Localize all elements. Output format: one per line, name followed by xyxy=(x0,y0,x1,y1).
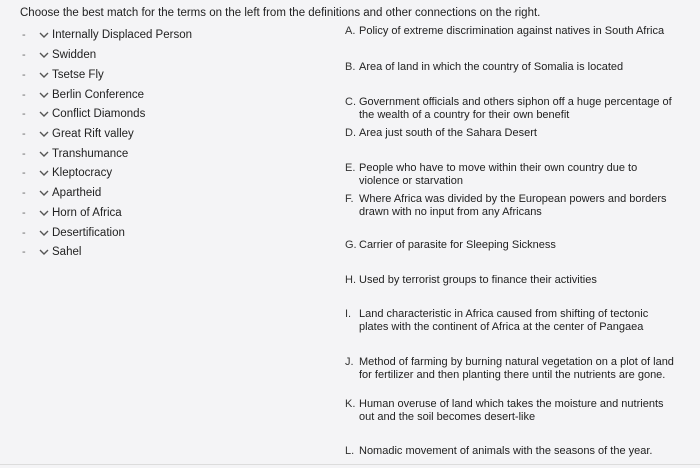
dash-marker: - xyxy=(22,128,26,140)
term-row-10 xyxy=(22,204,124,222)
dash-marker: - xyxy=(22,246,26,258)
definition-letter: L. xyxy=(345,445,355,457)
definition-letter: C. xyxy=(345,96,356,108)
term-row-1 xyxy=(22,26,194,44)
term-label: Sahel xyxy=(52,246,82,258)
term-label: Tsetse Fly xyxy=(52,69,104,81)
chevron-down-icon[interactable] xyxy=(38,168,50,178)
term-dropdown-10[interactable] xyxy=(36,207,124,219)
definition-text: Land characteristic in Africa caused from shifting of tectonic plates with the continent of Africa at the center of Pangaea xyxy=(359,308,649,333)
definition-text: Policy of extreme discrimination against natives in South Africa xyxy=(359,25,665,37)
term-label: Internally Displaced Person xyxy=(52,29,192,41)
definition-letter: D. xyxy=(345,127,356,139)
chevron-down-icon[interactable] xyxy=(38,129,50,139)
definition-f xyxy=(345,193,674,219)
definition-letter: H. xyxy=(345,274,356,286)
term-dropdown-1[interactable] xyxy=(36,29,194,41)
term-dropdown-3[interactable] xyxy=(36,69,106,81)
definition-b xyxy=(345,61,674,74)
definition-text: Nomadic movement of animals with the seasons of the year. xyxy=(359,445,653,457)
term-row-6 xyxy=(22,125,136,143)
dash-marker: - xyxy=(22,89,26,101)
term-row-12 xyxy=(22,243,83,261)
term-label: Berlin Conference xyxy=(52,89,145,101)
definition-letter: K. xyxy=(345,398,356,410)
term-row-9 xyxy=(22,184,103,202)
definition-text: Government officials and others siphon off a huge percentage of the wealth of a country for their own benefit xyxy=(359,96,672,121)
dash-marker: - xyxy=(22,207,26,219)
dash-marker: - xyxy=(22,29,26,41)
chevron-down-icon[interactable] xyxy=(38,247,50,257)
dash-marker: - xyxy=(22,227,26,239)
definition-text: Area of land in which the country of Somalia is located xyxy=(359,61,624,73)
definition-k xyxy=(345,398,674,424)
term-dropdown-8[interactable] xyxy=(36,167,114,179)
definition-l xyxy=(345,445,674,458)
question-prompt: Choose the best match for the terms on the left from the definitions and other connections on the right. xyxy=(20,7,541,19)
term-dropdown-12[interactable] xyxy=(36,246,83,258)
chevron-down-icon[interactable] xyxy=(38,30,50,40)
definition-letter: B. xyxy=(345,61,356,73)
chevron-down-icon[interactable] xyxy=(38,50,50,60)
definition-text: Used by terrorist groups to finance their activities xyxy=(359,274,597,286)
term-row-3 xyxy=(22,66,106,84)
term-dropdown-6[interactable] xyxy=(36,128,136,140)
definition-d xyxy=(345,127,674,140)
dash-marker: - xyxy=(22,148,26,160)
definition-a xyxy=(345,25,674,38)
term-label: Great Rift valley xyxy=(52,128,134,140)
term-row-5 xyxy=(22,105,147,123)
term-row-4 xyxy=(22,86,146,104)
definition-letter: J. xyxy=(345,356,354,368)
chevron-down-icon[interactable] xyxy=(38,188,50,198)
term-label: Transhumance xyxy=(52,148,129,160)
term-row-2 xyxy=(22,46,98,64)
chevron-down-icon[interactable] xyxy=(38,208,50,218)
definition-i xyxy=(345,308,674,334)
dash-marker: - xyxy=(22,187,26,199)
term-label: Kleptocracy xyxy=(52,167,113,179)
chevron-down-icon[interactable] xyxy=(38,109,50,119)
definition-letter: G. xyxy=(345,239,357,251)
definition-e xyxy=(345,162,674,188)
dash-marker: - xyxy=(22,167,26,179)
definition-text: Method of farming by burning natural vegetation on a plot of land for fertilizer and then planting there until the nutrients are gone. xyxy=(359,356,674,381)
term-dropdown-9[interactable] xyxy=(36,187,103,199)
chevron-down-icon[interactable] xyxy=(38,90,50,100)
term-label: Apartheid xyxy=(52,187,102,199)
definition-text: People who have to move within their own country due to violence or starvation xyxy=(359,162,638,187)
chevron-down-icon[interactable] xyxy=(38,228,50,238)
term-row-7 xyxy=(22,145,130,163)
term-dropdown-11[interactable] xyxy=(36,227,127,239)
term-label: Desertification xyxy=(52,227,125,239)
definition-letter: A. xyxy=(345,25,356,37)
definition-letter: F. xyxy=(345,193,354,205)
term-label: Conflict Diamonds xyxy=(52,108,146,120)
definition-letter: E. xyxy=(345,162,356,174)
definition-text: Human overuse of land which takes the moisture and nutrients out and the soil becomes desert-like xyxy=(359,398,664,423)
chevron-down-icon[interactable] xyxy=(38,70,50,80)
dash-marker: - xyxy=(22,69,26,81)
term-dropdown-7[interactable] xyxy=(36,148,130,160)
definition-h xyxy=(345,274,674,287)
term-label: Swidden xyxy=(52,49,97,61)
term-dropdown-2[interactable] xyxy=(36,49,98,61)
definition-letter: I. xyxy=(345,308,352,320)
term-row-11 xyxy=(22,224,127,242)
definition-text: Where Africa was divided by the European powers and borders drawn with no input from any Africans xyxy=(359,193,667,218)
definition-g xyxy=(345,239,674,252)
chevron-down-icon[interactable] xyxy=(38,149,50,159)
definition-text: Area just south of the Sahara Desert xyxy=(359,127,537,139)
term-row-8 xyxy=(22,164,114,182)
definition-text: Carrier of parasite for Sleeping Sickness xyxy=(359,239,556,251)
term-dropdown-4[interactable] xyxy=(36,89,146,101)
dash-marker: - xyxy=(22,108,26,120)
dash-marker: - xyxy=(22,49,26,61)
term-dropdown-5[interactable] xyxy=(36,108,147,120)
definition-j xyxy=(345,356,674,382)
definition-c xyxy=(345,96,674,122)
term-label: Horn of Africa xyxy=(52,207,122,219)
bottom-divider xyxy=(0,464,700,465)
